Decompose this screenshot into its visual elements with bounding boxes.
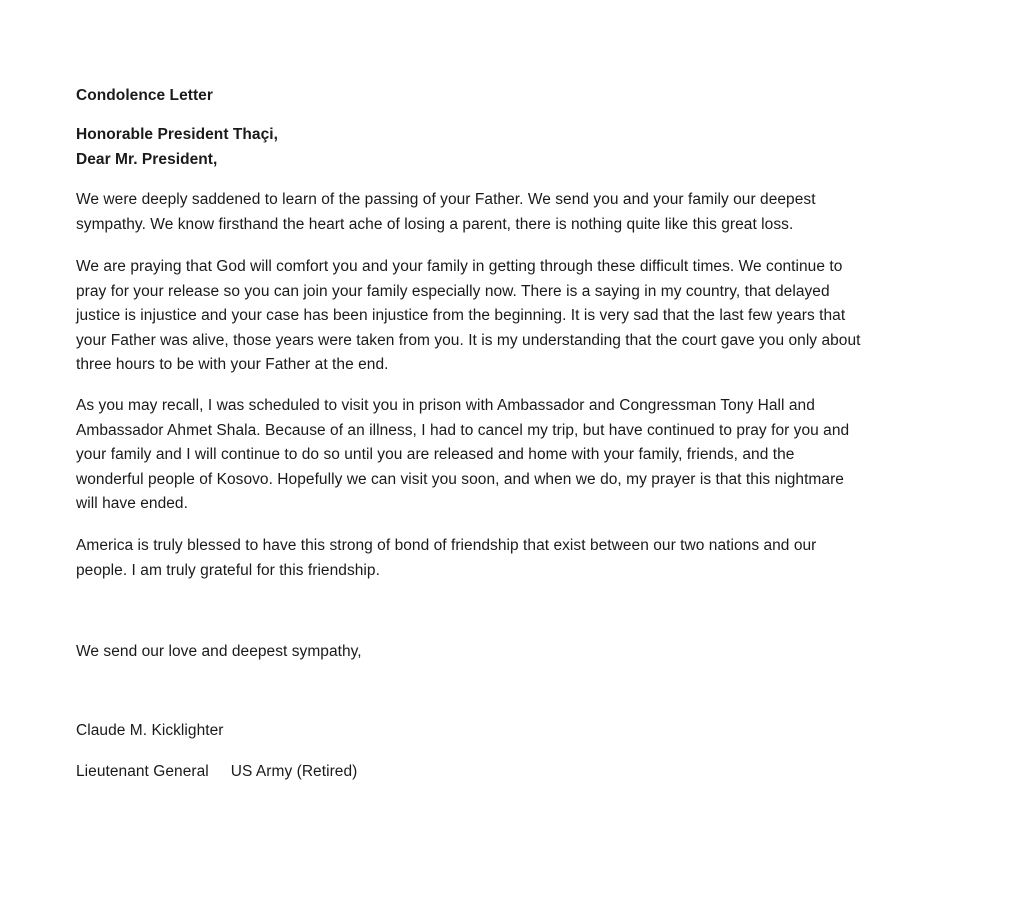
paragraph-4 <box>76 534 976 583</box>
salutation-line-1: Honorable President Thaçi, <box>76 126 278 143</box>
paragraph-line: three hours to be with your Father at the end. <box>76 356 389 373</box>
paragraph-line: pray for your release so you can join your family especially now. There is a saying in my country, that delayed <box>76 282 830 300</box>
paragraph-line: sympathy. We know firsthand the heart ache of losing a parent, there is nothing quite like this great loss. <box>76 215 794 233</box>
signer-name-text: Claude M. Kicklighter <box>76 722 224 739</box>
salutation-line-2: Dear Mr. President, <box>76 150 218 168</box>
paragraph-line: wonderful people of Kosovo. Hopefully we can visit you soon, and when we do, my prayer is that this nightmare <box>76 470 844 488</box>
paragraph-line: Ambassador Ahmet Shala. Because of an illness, I had to cancel my trip, but have continued to pray for you and <box>76 421 850 439</box>
title-text: Condolence Letter <box>76 87 213 104</box>
signer-title-line <box>76 760 976 785</box>
paragraph-3 <box>76 394 976 517</box>
signer-title <box>76 760 976 785</box>
salutation <box>76 123 976 172</box>
closing-line <box>76 640 976 665</box>
signer-service: US Army (Retired) <box>230 763 358 780</box>
letter-title <box>76 84 976 109</box>
paragraph-2 <box>76 255 976 378</box>
paragraph-line: will have ended. <box>76 495 188 512</box>
paragraph-1 <box>76 188 976 237</box>
paragraph-line: people. I am truly grateful for this friendship. <box>76 561 380 579</box>
closing-text: We send our love and deepest sympathy, <box>76 643 362 660</box>
signer-rank: Lieutenant General <box>76 763 209 780</box>
paragraph-line: justice is injustice and your case has been injustice from the beginning. It is very sad that the last few years that <box>76 307 846 324</box>
paragraph-line: America is truly blessed to have this strong of bond of friendship that exist between our two nations and our <box>76 537 817 554</box>
paragraph-line: We are praying that God will comfort you and your family in getting through these difficult times. We continue to <box>76 258 843 275</box>
paragraph-line: your Father was alive, those years were taken from you. It is my understanding that the court gave you only about <box>76 331 861 349</box>
signer-name <box>76 719 976 744</box>
paragraph-line: your family and I will continue to do so until you are released and home with your family, friends, and the <box>76 446 795 463</box>
paragraph-line: We were deeply saddened to learn of the passing of your Father. We send you and your family our deepest <box>76 191 816 208</box>
paragraph-line: As you may recall, I was scheduled to visit you in prison with Ambassador and Congressman Tony Hall and <box>76 397 815 414</box>
